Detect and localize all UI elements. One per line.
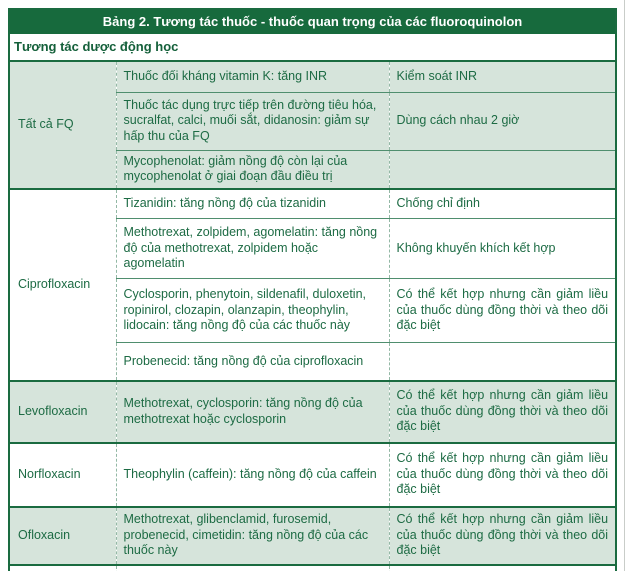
action-cell: Có thể kết hợp nhưng cần giảm liều của thuốc dùng đồng thời và theo dõi đặc biệt xyxy=(389,443,616,507)
interaction-cell: Methotrexat, cyclosporin: tăng nồng độ của methotrexat hoặc cyclosporin xyxy=(116,381,389,443)
action-cell xyxy=(389,343,616,381)
drug-name-cell xyxy=(9,565,116,571)
action-cell: Chống chỉ định xyxy=(389,189,616,219)
action-cell: Không khuyến khích kết hợp xyxy=(389,219,616,279)
table-row xyxy=(9,189,616,219)
interaction-cell: Mycophenolat: giảm nồng độ còn lại của mycophenolat ở giai đoạn đầu điều trị xyxy=(116,150,389,189)
table-row-partial xyxy=(9,565,616,571)
interaction-cell: Cyclosporin, phenytoin, sildenafil, duloxetin, ropinirol, clozapin, olanzapin, theophylin, lidocain: tăng nồng độ của các thuốc này xyxy=(116,279,389,343)
interaction-cell: Thuốc đối kháng vitamin K: tăng INR xyxy=(116,61,389,92)
action-cell: Có thể kết hợp nhưng cần giảm liều của thuốc dùng đồng thời và theo dõi đặc biệt xyxy=(389,507,616,565)
interaction-cell: Probenecid: tăng nồng độ của ciprofloxacin xyxy=(116,343,389,381)
action-cell: Dùng cách nhau 2 giờ xyxy=(389,92,616,150)
interaction-cell: Methotrexat, glibenclamid, furosemid, probenecid, cimetidin: tăng nồng độ của các thuốc này xyxy=(116,507,389,565)
drug-name-cell: Norfloxacin xyxy=(9,443,116,507)
drug-name-cell: Ciprofloxacin xyxy=(9,189,116,381)
drug-interaction-table xyxy=(8,8,617,571)
table-row xyxy=(9,443,616,507)
action-cell: Có thể kết hợp nhưng cần giảm liều của thuốc dùng đồng thời và theo dõi đặc biệt xyxy=(389,279,616,343)
interaction-cell: Tizanidin: tăng nồng độ của tizanidin xyxy=(116,189,389,219)
drug-name-cell: Ofloxacin xyxy=(9,507,116,565)
interaction-cell: Theophylin (caffein): tăng nồng độ của caffein xyxy=(116,443,389,507)
drug-name-cell: Tất cả FQ xyxy=(9,61,116,189)
section-header: Tương tác dược động học xyxy=(9,34,616,61)
action-cell: Kiểm soát INR xyxy=(389,61,616,92)
action-cell xyxy=(389,565,616,571)
table-row xyxy=(9,381,616,443)
interaction-cell: Methotrexat, zolpidem, agomelatin: tăng nồng độ của methotrexat, zolpidem hoặc agomelatin xyxy=(116,219,389,279)
table-title: Bảng 2. Tương tác thuốc - thuốc quan trọng của các fluoroquinolon xyxy=(9,9,616,34)
interaction-cell: Thuốc tác dụng trực tiếp trên đường tiêu hóa, sucralfat, calci, muối sắt, didanosin: giảm sự hấp thu của FQ xyxy=(116,92,389,150)
drug-name-cell: Levofloxacin xyxy=(9,381,116,443)
table-row xyxy=(9,61,616,92)
action-cell xyxy=(389,150,616,189)
interaction-cell xyxy=(116,565,389,571)
table-row xyxy=(9,507,616,565)
page-edge-line xyxy=(624,0,625,571)
action-cell: Có thể kết hợp nhưng cần giảm liều của thuốc dùng đồng thời và theo dõi đặc biệt xyxy=(389,381,616,443)
